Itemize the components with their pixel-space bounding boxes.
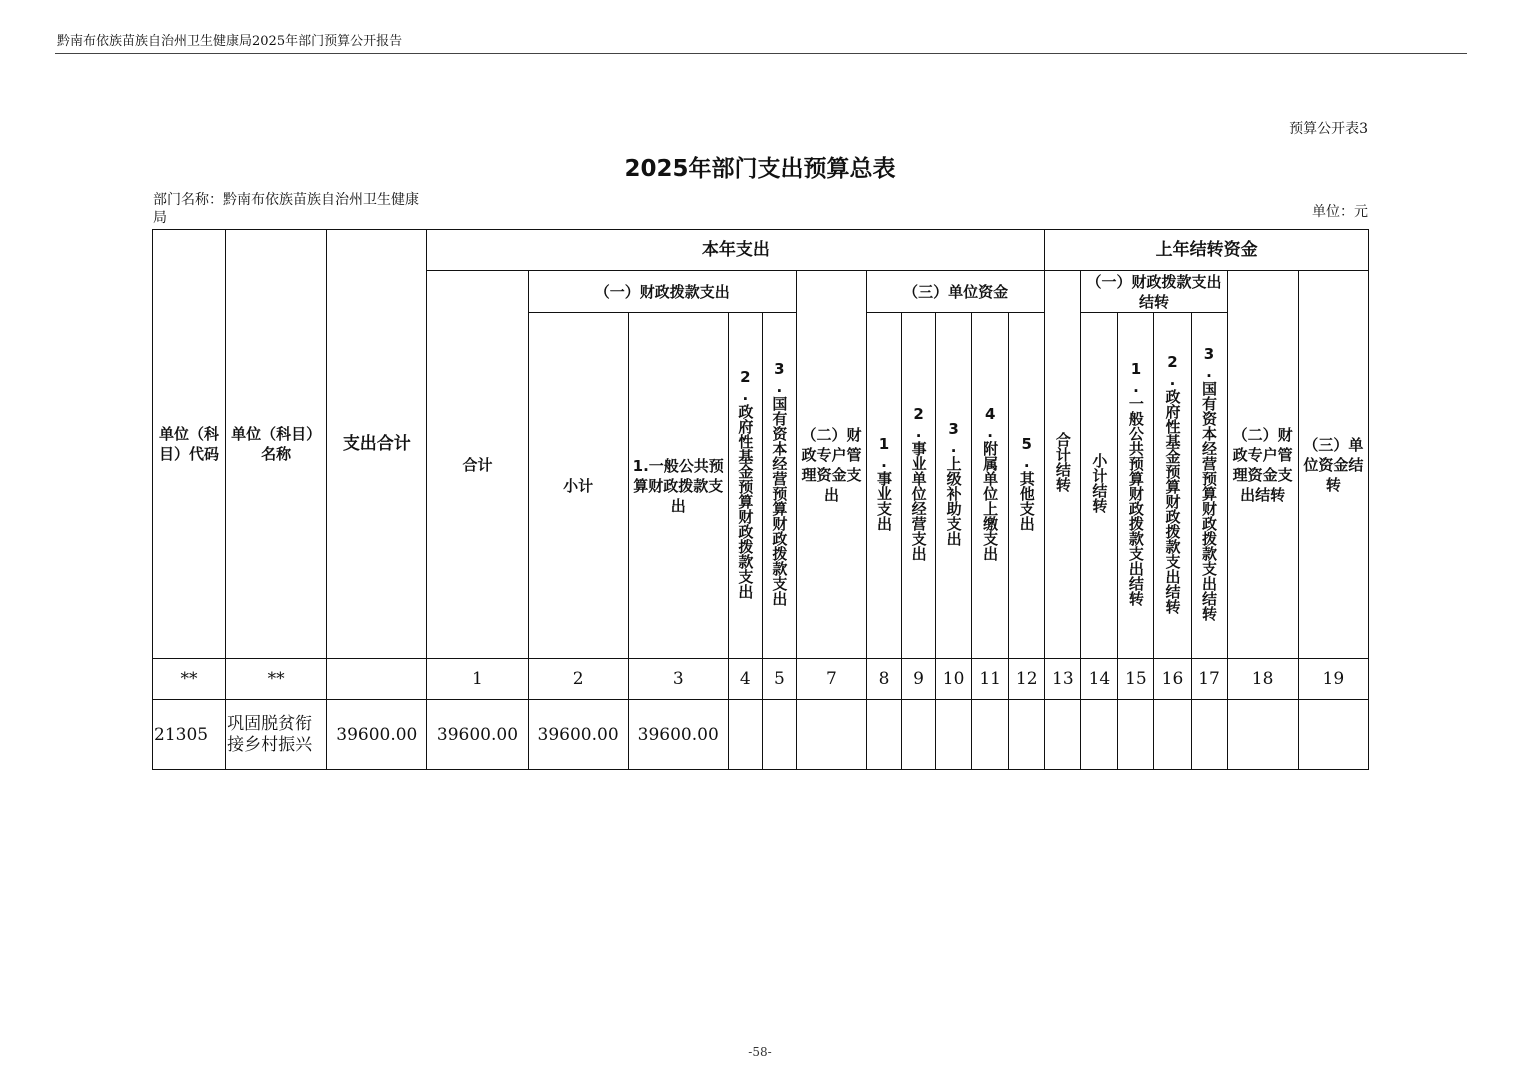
row-total: 39600.00 bbox=[327, 700, 427, 770]
header-special: （二）财政专户管理资金支出 bbox=[796, 271, 866, 659]
empty-cell bbox=[1009, 700, 1045, 770]
empty-cell bbox=[1154, 700, 1191, 770]
unit-label: 单位：元 bbox=[1312, 204, 1368, 220]
table-row bbox=[153, 700, 1369, 770]
empty-cell bbox=[972, 700, 1009, 770]
index-cell: 2 bbox=[528, 659, 628, 700]
index-row bbox=[153, 659, 1369, 700]
budget-table bbox=[152, 229, 1369, 770]
header-unit-group: （三）单位资金 bbox=[867, 271, 1045, 313]
index-cell: 19 bbox=[1298, 659, 1368, 700]
header-total: 支出合计 bbox=[327, 230, 427, 659]
empty-cell bbox=[1081, 700, 1118, 770]
header-cur-total: 合计 bbox=[427, 271, 528, 659]
empty-cell bbox=[902, 700, 936, 770]
empty-cell bbox=[762, 700, 796, 770]
empty-cell bbox=[1045, 700, 1081, 770]
row-name: 巩固脱贫衔接乡村振兴 bbox=[226, 700, 327, 770]
row-code: 21305 bbox=[153, 700, 226, 770]
header-carry-2: 2.政府性基金预算财政拨款支出结转 bbox=[1154, 313, 1191, 659]
empty-cell bbox=[867, 700, 902, 770]
empty-cell bbox=[1118, 700, 1154, 770]
header-fiscal-sub: 小计 bbox=[528, 313, 628, 659]
header-carry-sub: 小计结转 bbox=[1081, 313, 1118, 659]
header-name: 单位（科目）名称 bbox=[226, 230, 327, 659]
header-unit-2: 2.事业单位经营支出 bbox=[902, 313, 936, 659]
index-cell: 12 bbox=[1009, 659, 1045, 700]
header-fiscal-general: 1.一般公共预算财政拨款支出 bbox=[628, 313, 728, 659]
index-cell: 4 bbox=[728, 659, 762, 700]
running-header: 黔南布依族苗族自治州卫生健康局2025年部门预算公开报告 bbox=[57, 34, 403, 49]
header-code: 单位（科目）代码 bbox=[153, 230, 226, 659]
header-unit-1: 1.事业支出 bbox=[867, 313, 902, 659]
index-cell bbox=[327, 659, 427, 700]
header-carry-special: （二）财政专户管理资金支出结转 bbox=[1227, 271, 1298, 659]
empty-cell bbox=[728, 700, 762, 770]
index-cell: ** bbox=[226, 659, 327, 700]
row-fiscal-sub: 39600.00 bbox=[528, 700, 628, 770]
header-unit-3: 3.上级补助支出 bbox=[936, 313, 972, 659]
header-rule bbox=[55, 53, 1467, 54]
empty-cell bbox=[1191, 700, 1227, 770]
index-cell: 3 bbox=[628, 659, 728, 700]
empty-cell bbox=[796, 700, 866, 770]
department-name: 部门名称：黔南布依族苗族自治州卫生健康局 bbox=[153, 192, 419, 226]
row-fiscal-general: 39600.00 bbox=[628, 700, 728, 770]
header-carry-unit: （三）单位资金结转 bbox=[1298, 271, 1368, 659]
index-cell: 17 bbox=[1191, 659, 1227, 700]
index-cell: ** bbox=[153, 659, 226, 700]
empty-cell bbox=[1298, 700, 1368, 770]
index-cell: 16 bbox=[1154, 659, 1191, 700]
header-carry-3: 3.国有资本经营预算财政拨款支出结转 bbox=[1191, 313, 1227, 659]
header-fiscal-state: 3.国有资本经营预算财政拨款支出 bbox=[762, 313, 796, 659]
index-cell: 13 bbox=[1045, 659, 1081, 700]
index-cell: 9 bbox=[902, 659, 936, 700]
index-cell: 8 bbox=[867, 659, 902, 700]
header-fiscal-gov-fund: 2.政府性基金预算财政拨款支出 bbox=[728, 313, 762, 659]
index-cell: 15 bbox=[1118, 659, 1154, 700]
index-cell: 18 bbox=[1227, 659, 1298, 700]
empty-cell bbox=[936, 700, 972, 770]
header-carry-fiscal-group: （一）财政拨款支出结转 bbox=[1081, 271, 1227, 313]
header-current-year: 本年支出 bbox=[427, 230, 1045, 271]
index-cell: 5 bbox=[762, 659, 796, 700]
index-cell: 1 bbox=[427, 659, 528, 700]
header-fiscal-group: （一）财政拨款支出 bbox=[528, 271, 796, 313]
header-unit-4: 4.附属单位上缴支出 bbox=[972, 313, 1009, 659]
row-cur-total: 39600.00 bbox=[427, 700, 528, 770]
index-cell: 14 bbox=[1081, 659, 1118, 700]
table-number: 预算公开表3 bbox=[1289, 121, 1368, 137]
index-cell: 11 bbox=[972, 659, 1009, 700]
header-carry-total: 合计结转 bbox=[1045, 271, 1081, 659]
header-prev-carry: 上年结转资金 bbox=[1045, 230, 1369, 271]
page-number: -58- bbox=[748, 1045, 772, 1059]
empty-cell bbox=[1227, 700, 1298, 770]
index-cell: 7 bbox=[796, 659, 866, 700]
header-carry-1: 1.一般公共预算财政拨款支出结转 bbox=[1118, 313, 1154, 659]
index-cell: 10 bbox=[936, 659, 972, 700]
document-title: 2025年部门支出预算总表 bbox=[624, 156, 896, 182]
header-unit-5: 5.其他支出 bbox=[1009, 313, 1045, 659]
